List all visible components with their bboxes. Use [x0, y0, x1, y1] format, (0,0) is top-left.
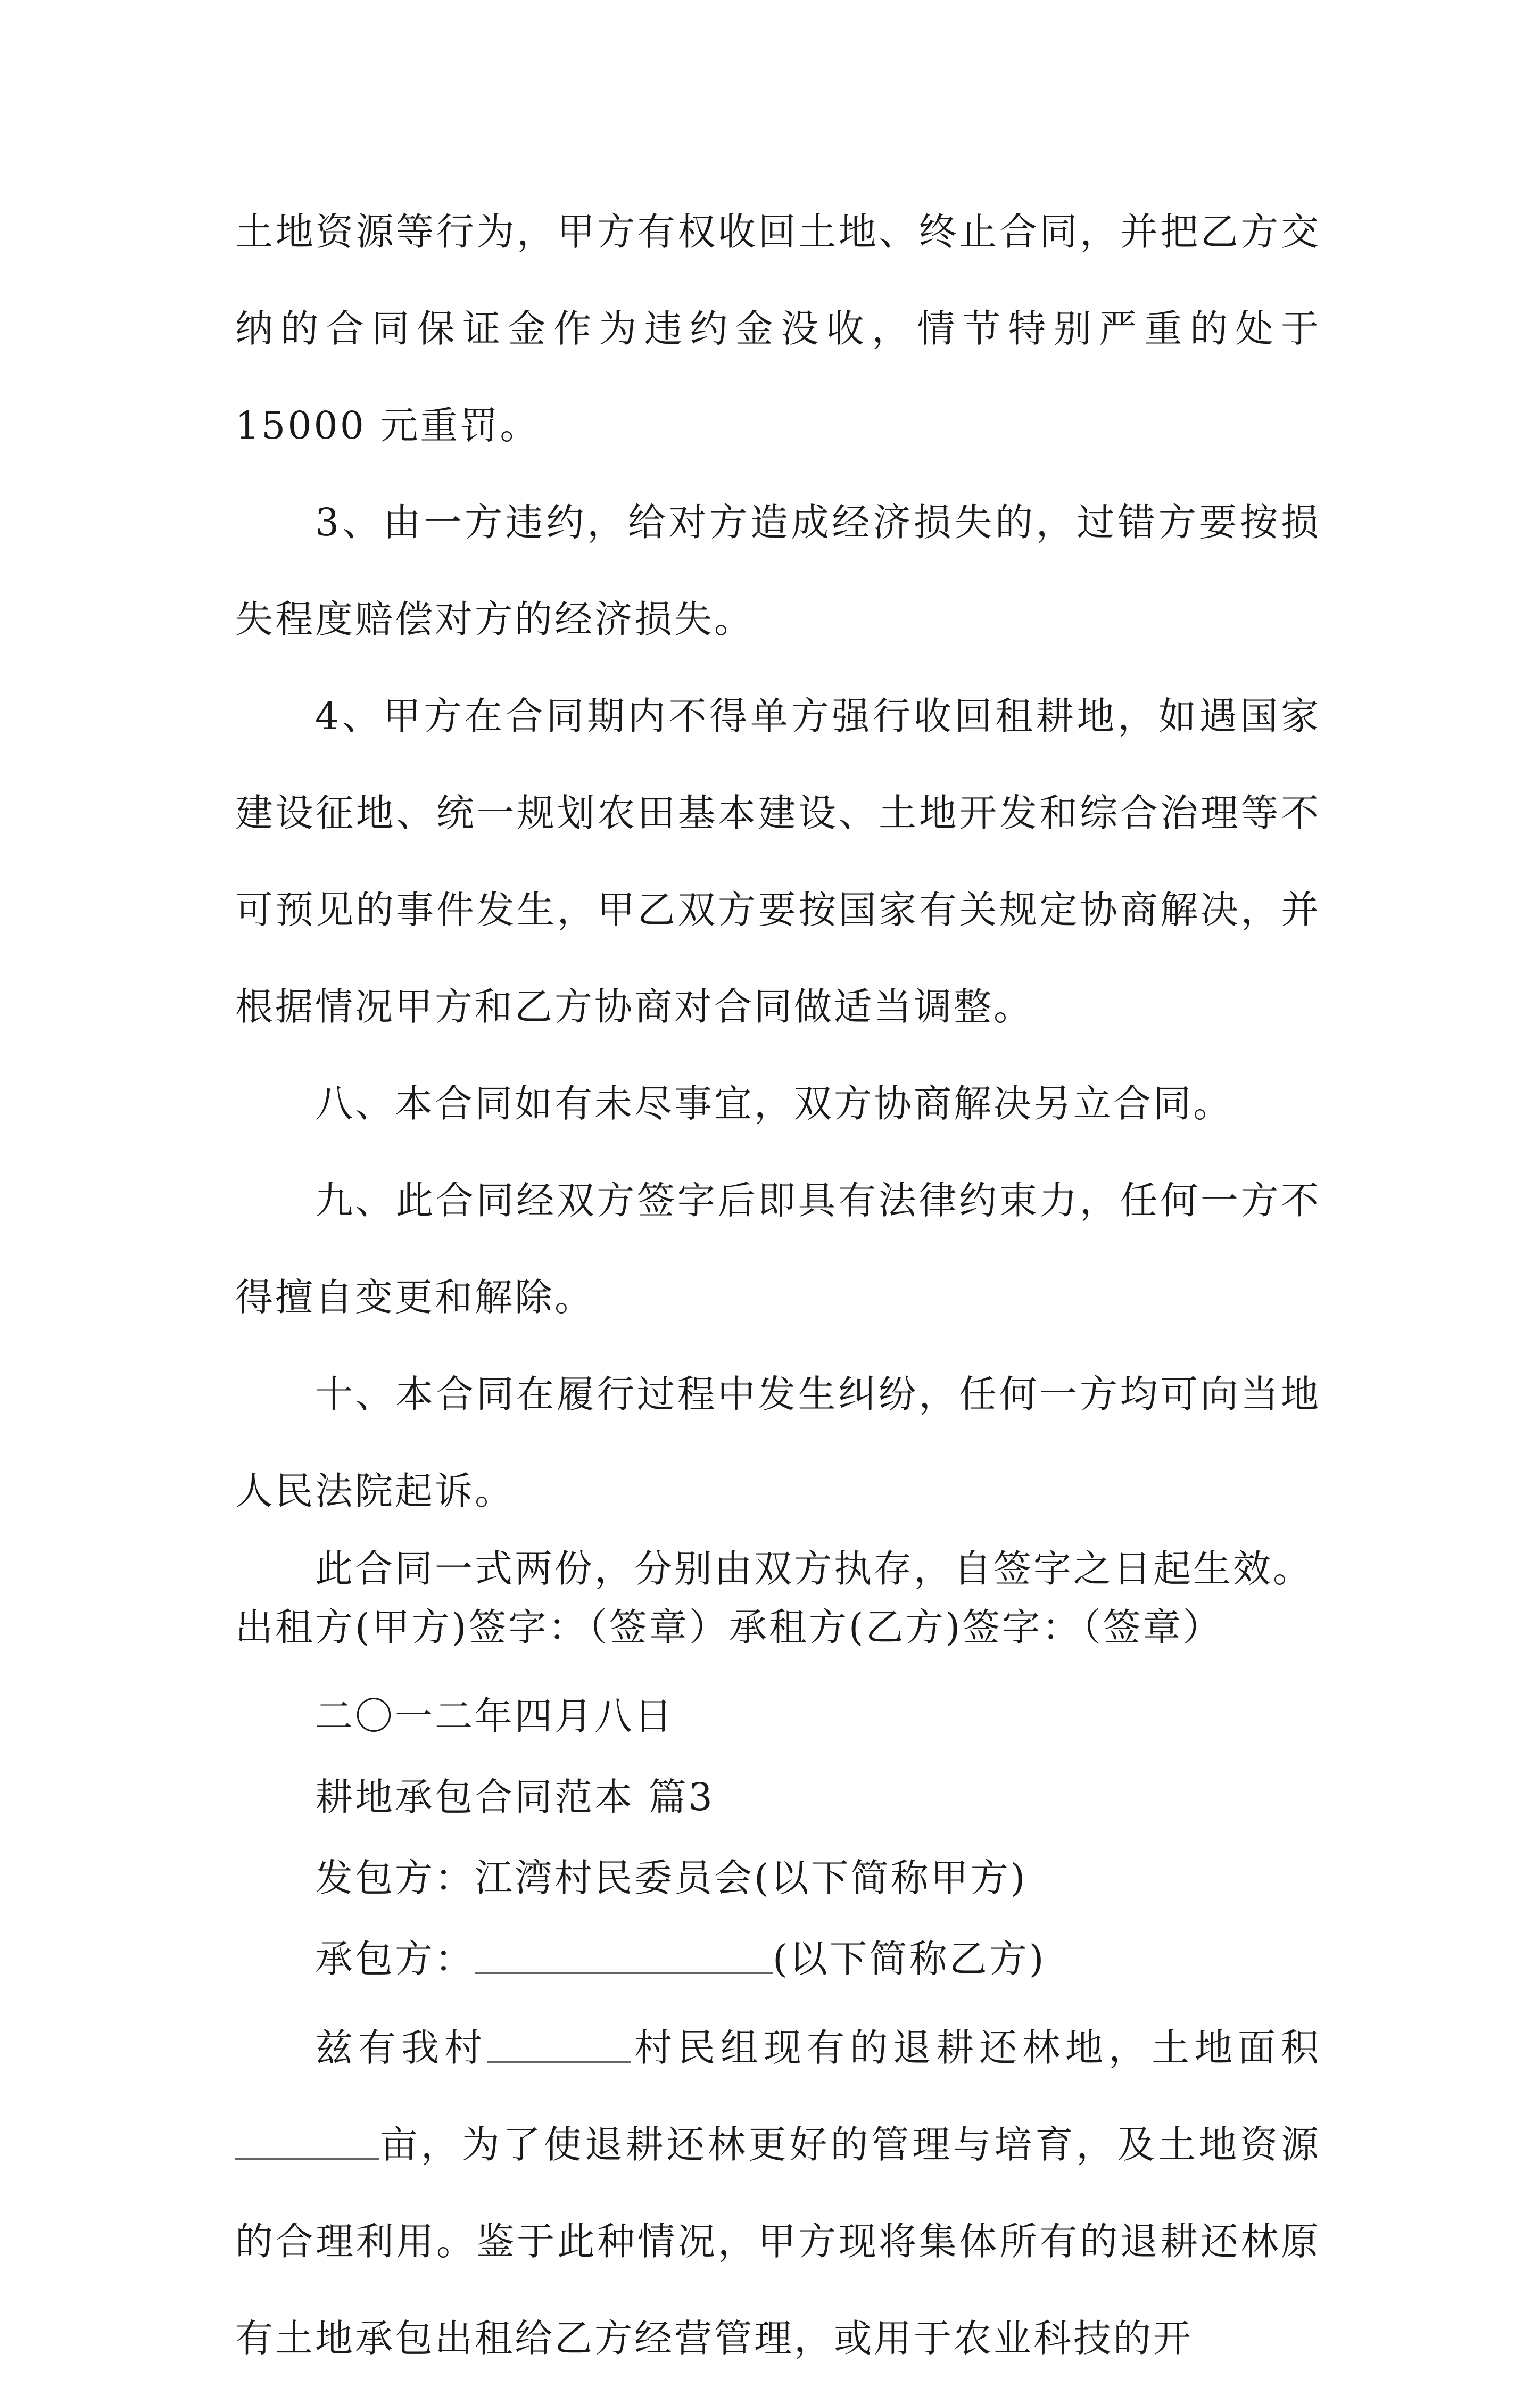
paragraph-clause-4: 4、甲方在合同期内不得单方强行收回租耕地，如遇国家建设征地、统一规划农田基本建设、土地开发和综合治理等不可预见的事件发生，甲乙双方要按国家有关规定协商解决，并根据情况甲方和乙方协商对合同做适当调整。 — [235, 694, 1321, 1029]
party-b-suffix: (以下简称乙方) — [773, 1937, 1046, 1981]
paragraph-intro — [235, 2000, 1321, 2387]
document-body — [235, 184, 1321, 2387]
party-a-line: 发包方：江湾村民委员会(以下简称甲方) — [315, 1856, 1028, 1900]
party-b-blank[interactable] — [475, 1940, 773, 1974]
intro-part-2: 村民组现有的退耕还林地，土地面积 — [631, 2026, 1321, 2070]
party-b-line — [235, 1919, 1321, 2000]
contract-date: 二〇一二年四月八日 — [315, 1694, 675, 1738]
village-group-blank[interactable] — [487, 2029, 631, 2063]
intro-part-1: 兹有我村 — [315, 2026, 487, 2070]
section-title-3: 耕地承包合同范本 篇3 — [315, 1775, 715, 1819]
paragraph-clause-3: 3、由一方违约，给对方造成经济损失的，过错方要按损失程度赔偿对方的经济损失。 — [235, 500, 1321, 641]
paragraph-article-10: 十、本合同在履行过程中发生纠纷，任何一方均可向当地人民法院起诉。 — [235, 1372, 1321, 1513]
land-area-blank[interactable] — [235, 2126, 379, 2160]
party-b-label: 承包方： — [315, 1937, 475, 1981]
intro-part-3: 亩，为了使退耕还林更好的管理与培育，及土地资源的合理利用。鉴于此种情况，甲方现将集体所有的退耕还林原有土地承包出租给乙方经营管理，或用于农业科技的开 — [235, 2122, 1321, 2360]
paragraph-penalty: 土地资源等行为，甲方有权收回土地、终止合同，并把乙方交纳的合同保证金作为违约金没收，情节特别严重的处于15000 元重罚。 — [235, 210, 1321, 448]
paragraph-article-8: 八、本合同如有未尽事宜，双方协商解决另立合同。 — [315, 1081, 1233, 1126]
paragraph-article-9: 九、此合同经双方签字后即具有法律约束力，任何一方不得擅自变更和解除。 — [235, 1178, 1321, 1319]
signature-line: 出租方(甲方)签字：（签章）承租方(乙方)签字：（签章） — [235, 1605, 1223, 1649]
paragraph-copies: 此合同一式两份，分别由双方执存，自签字之日起生效。 — [315, 1547, 1313, 1591]
